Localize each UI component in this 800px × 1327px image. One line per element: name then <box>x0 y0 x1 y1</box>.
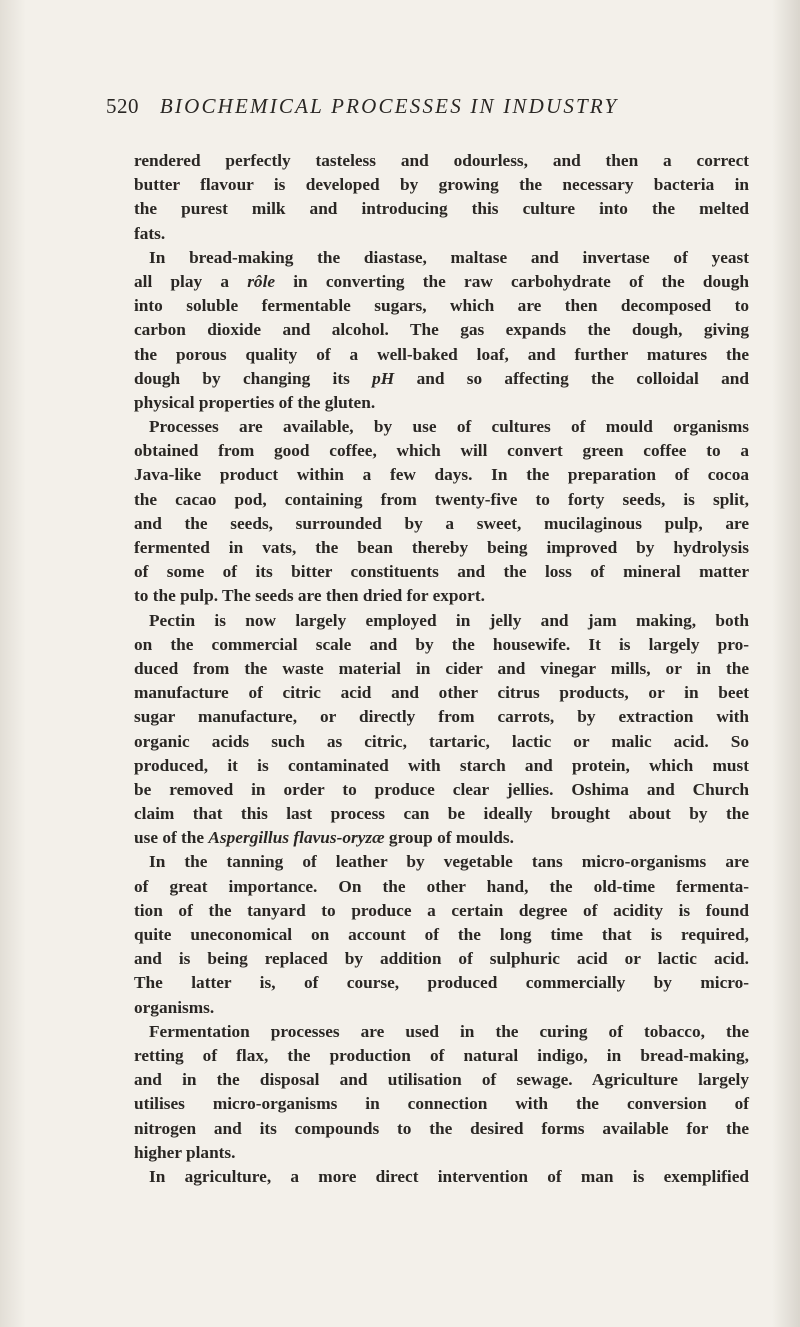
text-line: the purest milk and introducing this culture into the melted <box>134 199 749 219</box>
text-line: sugar manufacture, or directly from carrots, by extraction with <box>134 707 749 727</box>
text-line: produced, it is contaminated with starch and protein, which must <box>134 755 749 775</box>
text-line: nitrogen and its compounds to the desired forms available for the <box>134 1118 749 1138</box>
text-line: The latter is, of course, produced commercially by micro- <box>134 973 749 993</box>
text-line: tion of the tanyard to produce a certain degree of acidity is found <box>134 900 749 920</box>
text-line: and the seeds, surrounded by a sweet, mucilaginous pulp, are <box>134 513 749 533</box>
text-line: higher plants. <box>134 1142 236 1162</box>
italic-term: rôle <box>247 271 276 291</box>
text-line: Pectin is now largely employed in jelly and jam making, both <box>149 610 749 630</box>
page-number: 520 <box>106 94 139 118</box>
text-line: to the pulp. The seeds are then dried for export. <box>134 586 485 606</box>
text-line: of some of its bitter constituents and the loss of mineral matter <box>134 562 749 582</box>
text-line: fermented in vats, the bean thereby being improved by hydrolysis <box>134 538 749 557</box>
text-line: In bread-making the diastase, maltase and invertase of yeast <box>149 247 749 267</box>
text-line: physical properties of the gluten. <box>134 392 376 412</box>
text-line: and in the disposal and utilisation of sewage. Agriculture largely <box>134 1070 749 1090</box>
text-line: dough by changing its pH and so affecting the colloidal and <box>134 368 749 388</box>
running-title: BIOCHEMICAL PROCESSES IN INDUSTRY <box>159 94 619 118</box>
text-line: retting of flax, the production of natural indigo, in bread-making, <box>134 1045 749 1065</box>
text-line: on the commercial scale and by the housewife. It is largely pro- <box>134 634 749 654</box>
text-line: Processes are available, by use of cultures of mould organisms <box>149 417 749 437</box>
text-line: rendered perfectly tasteless and odourless, and then a correct <box>134 151 749 170</box>
page-header <box>106 94 746 128</box>
text-line: In agriculture, a more direct intervention of man is exemplified <box>149 1166 749 1186</box>
text-line: quite uneconomical on account of the long time that is required, <box>134 925 749 944</box>
text-line: claim that this last process can be ideally brought about by the <box>134 804 749 824</box>
text-line: organic acids such as citric, tartaric, lactic or malic acid. So <box>134 731 749 751</box>
text-line: utilises micro-organisms in connection with the conversion of <box>134 1094 749 1114</box>
scan-shadow-right <box>772 0 800 1327</box>
text-line: butter flavour is developed by growing the necessary bacteria in <box>134 175 749 195</box>
text-line: be removed in order to produce clear jellies. Oshima and Church <box>134 779 749 799</box>
text-line: fats. <box>134 223 166 243</box>
italic-term: Aspergillus flavus-oryzæ <box>208 828 385 848</box>
text-line: obtained from good coffee, which will convert green coffee to a <box>134 441 749 461</box>
text-line: manufacture of citric acid and other citrus products, or in beet <box>134 683 749 703</box>
body-text <box>134 149 749 1189</box>
text-line: use of the Aspergillus flavus-oryzæ group of moulds. <box>134 828 514 848</box>
text-line: and is being replaced by addition of sulphuric acid or lactic acid. <box>134 949 749 969</box>
italic-term: pH <box>372 368 395 388</box>
text-line: duced from the waste material in cider and vinegar mills, or in the <box>134 658 749 678</box>
text-line: the cacao pod, containing from twenty-five to forty seeds, is split, <box>134 489 749 509</box>
text-line: all play a rôle in converting the raw carbohydrate of the dough <box>134 271 750 291</box>
text-line: carbon dioxide and alcohol. The gas expands the dough, giving <box>134 320 749 340</box>
text-line: the porous quality of a well-baked loaf, and further matures the <box>134 344 749 364</box>
text-line: into soluble fermentable sugars, which are then decomposed to <box>134 296 749 316</box>
text-line: In the tanning of leather by vegetable tans micro-organisms are <box>149 852 749 872</box>
text-line: of great importance. On the other hand, the old-time fermenta- <box>134 876 749 896</box>
scan-shadow-left <box>0 0 26 1327</box>
text-line: Fermentation processes are used in the curing of tobacco, the <box>149 1021 749 1041</box>
text-line: Java-like product within a few days. In the preparation of cocoa <box>134 465 749 485</box>
text-line: organisms. <box>134 997 215 1017</box>
